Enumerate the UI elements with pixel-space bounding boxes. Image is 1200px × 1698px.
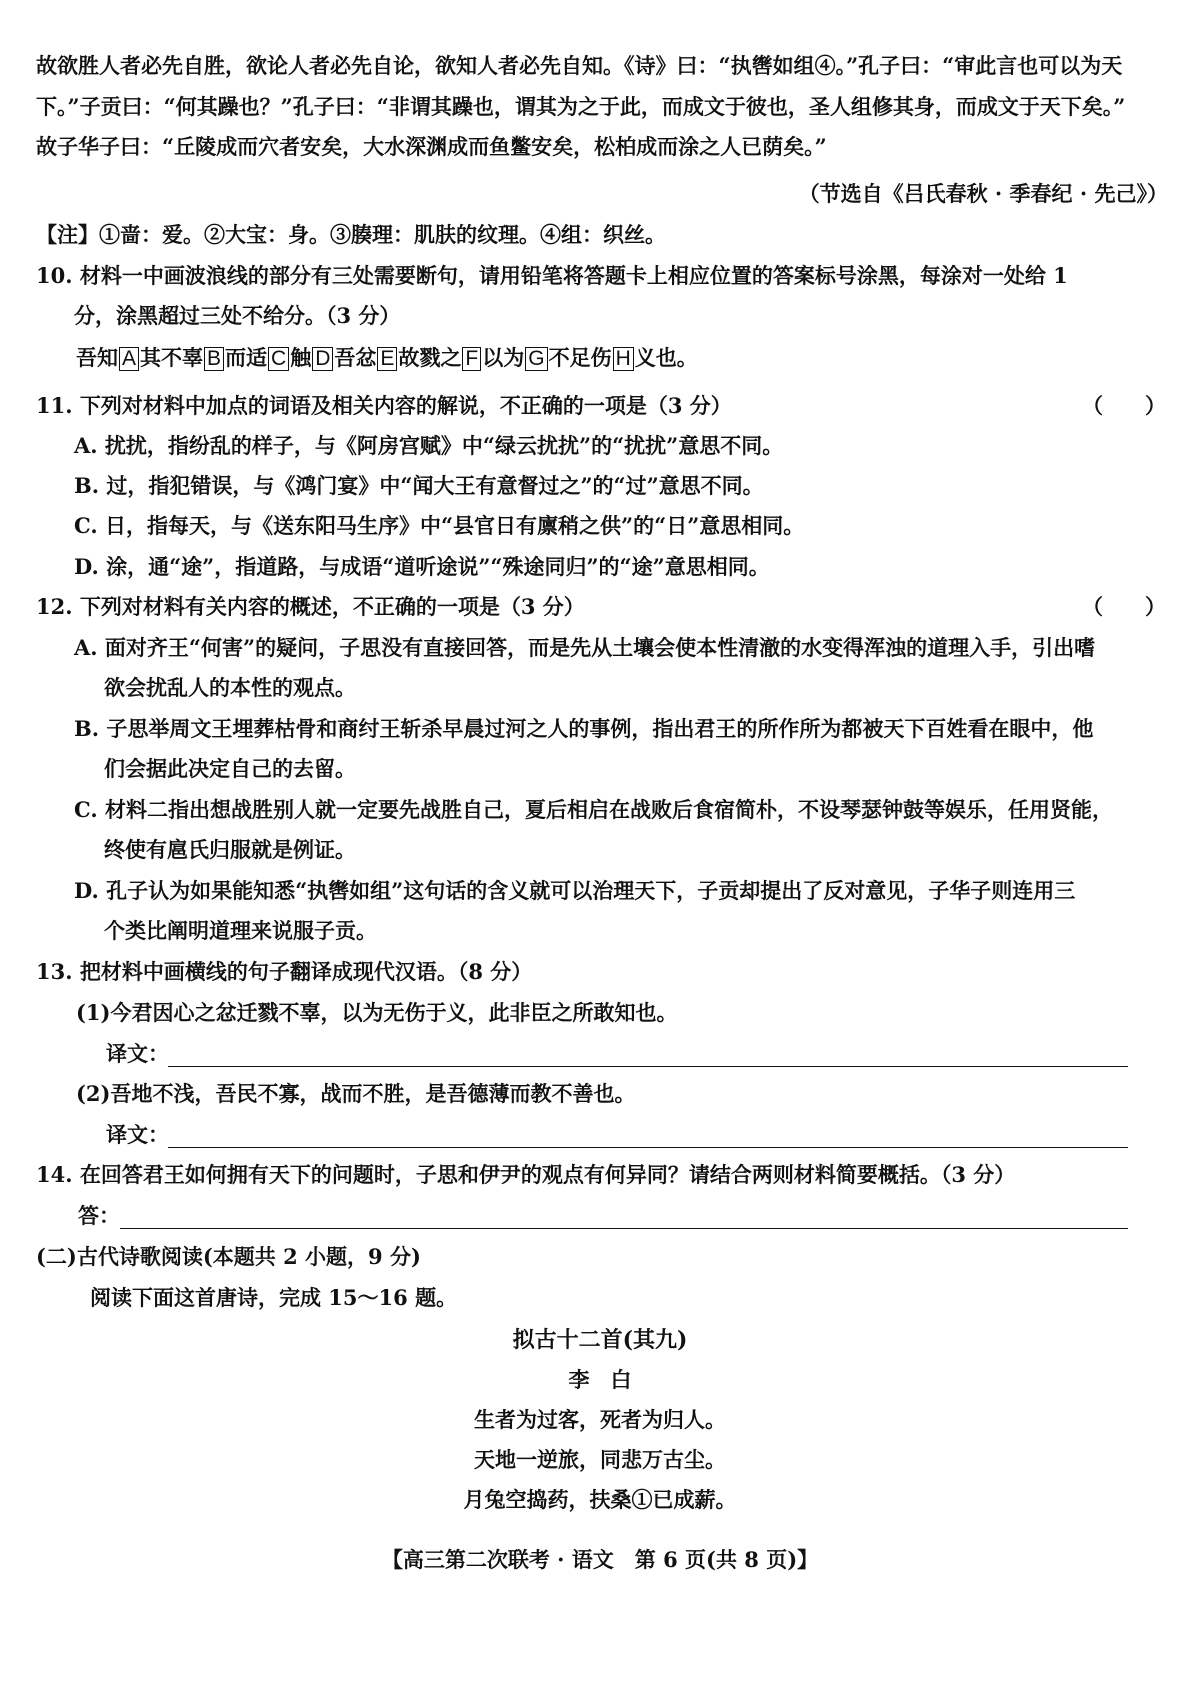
q11-answer-parens[interactable]: （ ）: [1082, 393, 1166, 418]
section-intro: 阅读下面这首唐诗，完成 15～16 题。: [90, 1285, 458, 1310]
q10-stem-line-2: 分，涂黑超过三处不给分。（3 分）: [74, 303, 401, 328]
q10-seg-4: 吾忿: [334, 345, 377, 370]
q11-option-d: D. 涂，通“途”，指道路，与成语“道听途说”“殊途同归”的“途”意思相同。: [74, 554, 770, 579]
q10-sentence: [76, 344, 698, 372]
q10-label-c: C: [268, 347, 289, 371]
q14-stem: 14. 在回答君王如何拥有天下的问题时，子思和伊尹的观点有何异同？请结合两则材料简要概括。（3 分）: [36, 1162, 1016, 1187]
q10-seg-3: 触: [290, 345, 312, 370]
passage-source: （节选自《吕氏春秋 · 季春纪 · 先己》）: [798, 181, 1168, 206]
q13-answer-line-2[interactable]: [168, 1147, 1128, 1148]
q12-option-a-line-1: A. 面对齐王“何害”的疑问，子思没有直接回答，而是先从土壤会使本性清澈的水变得浑浊的道理入手，引出嗜: [74, 635, 1096, 660]
q10-label-f: F: [462, 347, 481, 371]
poem-author: 李 白: [568, 1367, 632, 1392]
q11-stem: 11. 下列对材料中加点的词语及相关内容的解说，不正确的一项是（3 分）: [36, 393, 732, 418]
passage-line-3: 故子华子曰：“丘陵成而穴者安矣，大水深渊成而鱼鳖安矣，松柏成而涂之人已荫矣。”: [36, 134, 827, 159]
section-heading: (二)古代诗歌阅读(本题共 2 小题，9 分): [36, 1244, 421, 1269]
q12-option-c-line-2: 终使有扈氏归服就是例证。: [104, 837, 356, 862]
q10-label-a: A: [119, 347, 139, 371]
q12-option-c-line-1: C. 材料二指出想战胜别人就一定要先战胜自己，夏后相启在战败后食宿简朴，不设琴瑟钟鼓等娱乐，任用贤能，: [74, 797, 1113, 822]
q12-option-b-line-1: B. 子思举周文王埋葬枯骨和商纣王斩杀早晨过河之人的事例，指出君王的所作所为都被天下百姓看在眼中，他: [74, 716, 1094, 741]
q14-answer-line[interactable]: [120, 1228, 1128, 1229]
annotation-note: 【注】①啬：爱。②大宝：身。③腠理：肌肤的纹理。④组：织丝。: [36, 222, 666, 247]
q12-option-d-line-1: D. 孔子认为如果能知悉“执辔如组”这句话的含义就可以治理天下，子贡却提出了反对意见，子华子则连用三: [74, 878, 1076, 903]
q10-seg-7: 不足伤: [548, 345, 612, 370]
q12-answer-parens[interactable]: （ ）: [1082, 594, 1166, 619]
q10-stem-line-1: 10. 材料一中画波浪线的部分有三处需要断句，请用铅笔将答题卡上相应位置的答案标号涂黑，每涂对一处给 1: [36, 263, 1068, 288]
passage-line-2: 下。”子贡曰：“何其躁也？”孔子曰：“非谓其躁也，谓其为之于此，而成文于彼也，圣人组修其身，而成文于天下矣。”: [36, 94, 1126, 119]
poem-title: 拟古十二首(其九): [512, 1327, 688, 1353]
q13-answer-label-2: 译文：: [106, 1122, 169, 1147]
q10-seg-0: 吾知: [76, 345, 118, 370]
q13-answer-line-1[interactable]: [168, 1066, 1128, 1067]
q13-answer-label-1: 译文：: [106, 1041, 169, 1066]
q10-seg-6: 以为: [482, 345, 525, 370]
q10-label-g: G: [525, 347, 547, 371]
q13-sentence-2: (2)吾地不浅，吾民不寡，战而不胜，是吾德薄而教不善也。: [76, 1081, 636, 1106]
q11-option-a: A. 扰扰，指纷乱的样子，与《阿房宫赋》中“绿云扰扰”的“扰扰”意思不同。: [74, 433, 784, 458]
q10-seg-1: 其不辜: [140, 345, 204, 370]
q12-option-d-line-2: 个类比阐明道理来说服子贡。: [104, 918, 377, 943]
poem-line-2: 天地一逆旅，同悲万古尘。: [474, 1447, 726, 1472]
poem-line-1: 生者为过客，死者为归人。: [474, 1407, 726, 1432]
q10-label-b: B: [204, 347, 224, 371]
q10-seg-8: 义也。: [634, 345, 698, 370]
q10-seg-2: 而适: [225, 345, 268, 370]
q12-stem: 12. 下列对材料有关内容的概述，不正确的一项是（3 分）: [36, 594, 585, 619]
poem-line-3: 月兔空捣药，扶桑①已成薪。: [463, 1487, 737, 1512]
q12-option-b-line-2: 们会据此决定自己的去留。: [104, 756, 356, 781]
q10-label-h: H: [613, 347, 634, 371]
q10-label-d: D: [312, 347, 333, 371]
q11-option-b: B. 过，指犯错误，与《鸿门宴》中“闻大王有意督过之”的“过”意思不同。: [74, 473, 764, 498]
passage-line-1: 故欲胜人者必先自胜，欲论人者必先自论，欲知人者必先自知。《诗》曰：“执辔如组④。”孔子曰：“审此言也可以为天: [36, 53, 1123, 78]
q10-label-e: E: [377, 347, 397, 371]
q13-sentence-1: (1)今君因心之忿迁戮不辜，以为无伤于义，此非臣之所敢知也。: [76, 1000, 678, 1025]
q14-answer-label: 答：: [78, 1203, 120, 1228]
q10-seg-5: 故戮之: [398, 345, 462, 370]
q11-option-c: C. 日，指每天，与《送东阳马生序》中“县官日有廪稍之供”的“日”意思相同。: [74, 513, 805, 538]
q12-option-a-line-2: 欲会扰乱人的本性的观点。: [104, 675, 356, 700]
q13-stem: 13. 把材料中画横线的句子翻译成现代汉语。（8 分）: [36, 959, 533, 984]
page-footer: 【高三第二次联考 · 语文 第 6 页(共 8 页)】: [381, 1547, 819, 1572]
